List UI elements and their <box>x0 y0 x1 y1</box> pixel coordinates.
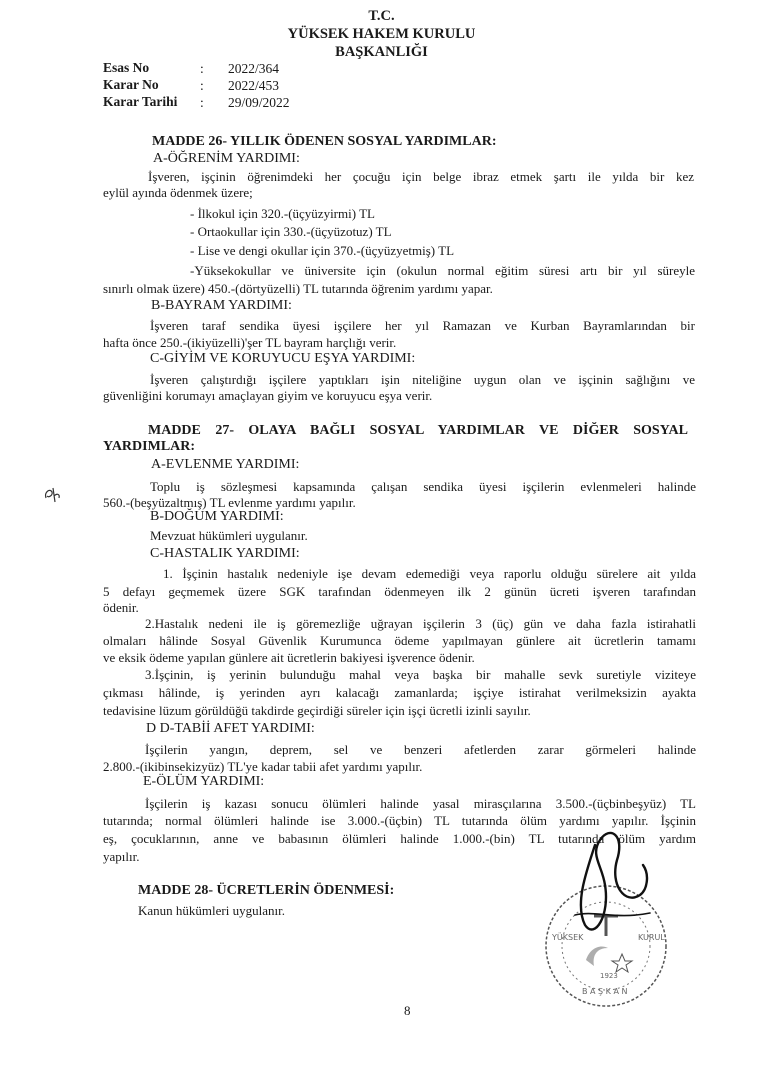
list-item-ilkokul: - İlkokul için 320.-(üçyüzyirmi) TL <box>190 206 375 221</box>
paragraph-dogum-1: Mevzuat hükümleri uygulanır. <box>150 528 308 543</box>
header-tc: T.C. <box>368 8 395 24</box>
article-27-title: MADDE 27- OLAYA BAĞLI SOSYAL YARDIMLAR VE DİĞER SOSYAL <box>148 423 688 438</box>
paragraph-afet-1: İşçilerin yangın, deprem, sel ve benzeri afetlerden zarar görmeleri halinde <box>145 742 696 757</box>
paragraph-hastalik-1-l2: 5 defayı geçmemek üzere SGK tarafından ödenmeyen ilk 2 günün ücreti işveren tarafından <box>103 584 696 599</box>
svg-text:1923: 1923 <box>600 972 618 980</box>
karar-label: Karar No <box>103 77 159 92</box>
paragraph-olum-l1: İşçilerin iş kazası sonucu ölümleri halinde yasal mirasçılarına 3.500.-(üçbinbeşyüz) TL <box>145 796 696 811</box>
list-item-universite: -Yüksekokullar ve üniversite için (okulun normal eğitim süresi artı bir yıl süreyle <box>190 263 695 278</box>
paragraph-olum-l3: eş, çocuklarının, anne ve babasının ölümleri halinde 1.000.-(bin) TL tutarında ölüm yardım <box>103 831 696 846</box>
article-26-title: MADDE 26- YILLIK ÖDENEN SOSYAL YARDIMLAR: <box>152 134 497 149</box>
tarih-value: 29/09/2022 <box>228 95 290 110</box>
article-28-title: MADDE 28- ÜCRETLERİN ÖDENMESİ: <box>138 883 395 898</box>
paragraph-hastalik-2-l2: olmaları hâlinde Sosyal Güvenlik Kurumunca ödeme yapılmayan günlere ait ücretlerin tamamı <box>103 633 696 648</box>
section-c-giyim-title: C-GİYİM VE KORUYUCU EŞYA YARDIMI: <box>150 351 416 366</box>
paragraph-olum-l2: tutarında; normal ölümleri halinde ise 3.000.-(üçbin) TL tutarında ölüm yardımı yapılır. İşçinin <box>103 813 696 828</box>
svg-text:B A Ş K A N: B A Ş K A N <box>582 987 628 996</box>
paragraph-bayram-1: İşveren taraf sendika üyesi işçilere her yıl Ramazan ve Kurban Bayramlarından bir <box>150 318 695 333</box>
list-item-universite-cont: sınırlı olmak üzere) 450.-(dörtyüzelli) TL tutarında öğrenim yardımı yapar. <box>103 281 493 296</box>
article-27-title-cont: YARDIMLAR: <box>103 439 196 454</box>
paragraph-bayram-2: hafta önce 250.-(ikiyüzelli)'şer TL bayram harçlığı verir. <box>103 335 397 350</box>
paragraph-afet-2: 2.800.-(ikibinsekizyüz) TL'ye kadar tabii afet yardımı yapılır. <box>103 759 423 774</box>
karar-colon: : <box>200 78 204 93</box>
section-c-hastalik-title: C-HASTALIK YARDIMI: <box>150 546 300 561</box>
svg-text:KURUL: KURUL <box>638 933 665 942</box>
esas-value: 2022/364 <box>228 61 280 76</box>
section-d-afet-title: D D-TABİİ AFET YARDIMI: <box>146 721 315 736</box>
margin-initials-mark <box>40 478 64 506</box>
paragraph-hastalik-2-l3: ve eksik ödeme yapılan günlere ait ücretlerin bakiyesi işverence ödenir. <box>103 650 475 665</box>
paragraph-hastalik-3-l1: 3.İşçinin, iş yerinin bulunduğu mahal veya başka bir mahalle sevk suretiyle viziteye <box>145 667 696 682</box>
page-number: 8 <box>404 1003 411 1018</box>
esas-colon: : <box>200 61 204 76</box>
paragraph-ogrenim-2: eylül ayında ödenmek üzere; <box>103 185 253 200</box>
paragraph-evlenme-2: 560.-(beşyüzaltmış) TL evlenme yardımı yapılır. <box>103 495 356 510</box>
header-kurul: YÜKSEK HAKEM KURULU <box>287 26 476 42</box>
header-baskanlik: BAŞKANLIĞI <box>335 44 428 60</box>
section-b-bayram-title: B-BAYRAM YARDIMI: <box>151 298 292 313</box>
paragraph-olum-l4: yapılır. <box>103 849 140 864</box>
esas-label: Esas No <box>103 60 150 75</box>
paragraph-hastalik-3-l3: tedavisine lüzum görüldüğü takdirde geçirdiği süreler için işçi ücretli izinli sayılır. <box>103 703 531 718</box>
section-b-dogum-title: B-DOĞUM YARDIMI: <box>150 509 284 524</box>
paragraph-hastalik-1-l3: ödenir. <box>103 600 139 615</box>
paragraph-giyim-1: İşveren çalıştırdığı işçilere yaptıkları işin niteliğine uygun olan ve işçinin sağlığını ve <box>150 372 695 387</box>
paragraph-ogrenim-1: İşveren, işçinin öğrenimdeki her çocuğu için belge ibraz etmek şartı ile yılda bir kez <box>148 169 694 184</box>
paragraph-hastalik-1-l1: 1. İşçinin hastalık nedeniyle işe devam edemediği veya raporlu olduğu sürelere ait yılda <box>163 566 696 581</box>
handwritten-signature <box>555 815 665 955</box>
tarih-colon: : <box>200 95 204 110</box>
list-item-lise: - Lise ve dengi okullar için 370.-(üçyüzyetmiş) TL <box>190 243 455 258</box>
paragraph-evlenme-1: Toplu iş sözleşmesi kapsamında çalışan sendika üyesi işçilerin evlenmeleri halinde <box>150 479 696 494</box>
paragraph-ucret-1: Kanun hükümleri uygulanır. <box>138 903 285 918</box>
paragraph-giyim-2: güvenliğini korumayı amaçlayan giyim ve koruyucu eşya verir. <box>103 388 433 403</box>
list-item-ortaokul: - Ortaokullar için 330.-(üçyüzotuz) TL <box>190 224 392 239</box>
section-a-evlenme-title: A-EVLENME YARDIMI: <box>151 457 300 472</box>
karar-value: 2022/453 <box>228 78 280 93</box>
tarih-label: Karar Tarihi <box>103 94 178 109</box>
section-e-olum-title: E-ÖLÜM YARDIMI: <box>143 774 265 789</box>
section-a-ogrenim-title: A-ÖĞRENİM YARDIMI: <box>153 151 300 166</box>
svg-text:YÜKSEK: YÜKSEK <box>552 933 584 942</box>
paragraph-hastalik-2-l1: 2.Hastalık nedeni ile iş göremezliğe uğrayan işçilerin 3 (üç) gün ve daha fazla istirahatli <box>145 616 696 631</box>
paragraph-hastalik-3-l2: çıkması hâlinde, iş yerinden ayrı kalacağı zamanlarda; işçiye istirahat verilmeksizin ayakta <box>103 685 696 700</box>
